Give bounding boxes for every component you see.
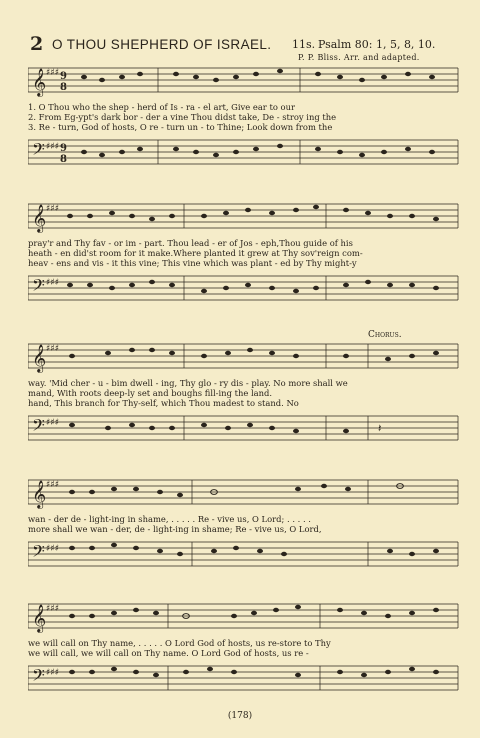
composer-credit: P. P. Bliss. Arr. and adapted. <box>298 53 420 62</box>
bass-staff <box>28 660 460 696</box>
lyric-verse-3: heav - ens and vis - it this vine; This vine which was plant - ed by Thy might-y <box>28 258 357 268</box>
treble-staff <box>28 62 460 98</box>
lyric-response: more shall we wan - der, de - light-ing in shame; Re - vive us, O Lord, <box>28 524 322 534</box>
svg-text:𝄢: 𝄢 <box>32 665 45 689</box>
bass-staff <box>28 134 460 170</box>
svg-text:𝄞: 𝄞 <box>32 480 47 508</box>
lyric-verse-1: pray'r and Thy fav - or im - part. Thou lead - er of Jos - eph,Thou guide of his <box>28 238 353 248</box>
lyric-verse-2: heath - en did'st room for it make.Where planted it grew at Thy sov'reign com- <box>28 248 363 258</box>
treble-staff <box>28 598 460 634</box>
lyric-melody: we will call on Thy name, . . . . . O Lord God of hosts, us re-store to Thy <box>28 638 331 648</box>
lyric-verse-2: 2. From Eg-ypt's dark bor - der a vine Thou didst take, De - stroy ing the <box>28 112 337 122</box>
svg-text:♯♯♯: ♯♯♯ <box>46 418 60 428</box>
svg-text:𝄢: 𝄢 <box>32 415 45 439</box>
svg-text:8: 8 <box>60 82 67 93</box>
lyric-verse-1: way. 'Mid cher - u - bim dwell - ing, Thy glo - ry dis - play. No more shall we <box>28 378 348 388</box>
svg-text:8: 8 <box>60 154 67 165</box>
svg-text:𝄞: 𝄞 <box>32 344 47 372</box>
chorus-label: Chorus. <box>368 330 402 340</box>
svg-text:𝄢: 𝄢 <box>32 541 45 565</box>
hymn-number: 2 <box>30 33 44 55</box>
treble-staff <box>28 338 460 374</box>
lyric-response: we will call, we will call on Thy name. O Lord God of hosts, us re - <box>28 648 309 658</box>
svg-text:9: 9 <box>60 143 67 154</box>
svg-text:𝄞: 𝄞 <box>32 604 47 632</box>
svg-text:♯♯♯: ♯♯♯ <box>46 142 60 152</box>
svg-text:𝄢: 𝄢 <box>32 275 45 299</box>
bass-staff <box>28 536 460 572</box>
svg-text:♯♯♯: ♯♯♯ <box>46 668 60 678</box>
meter-label: 11s. <box>292 38 316 51</box>
hymn-title: O THOU SHEPHERD OF ISRAEL. <box>52 37 272 52</box>
lyric-verse-1: 1. O Thou who the shep - herd of Is - ra - el art, Give ear to our <box>28 102 295 112</box>
svg-text:𝄞: 𝄞 <box>32 204 47 232</box>
svg-text:𝄢: 𝄢 <box>32 139 45 163</box>
bass-staff <box>28 410 460 446</box>
svg-text:♯♯♯: ♯♯♯ <box>46 68 60 78</box>
svg-text:♯♯♯: ♯♯♯ <box>46 480 60 490</box>
lyric-melody: wan - der de - light-ing in shame, . . . . . Re - vive us, O Lord; . . . . . <box>28 514 311 524</box>
lyric-verse-3: hand, This branch for Thy-self, which Thou madest to stand. No <box>28 398 299 408</box>
lyric-verse-3: 3. Re - turn, God of hosts, O re - turn un - to Thine; Look down from the <box>28 122 333 132</box>
svg-text:♯♯♯: ♯♯♯ <box>46 278 60 288</box>
treble-staff <box>28 198 460 234</box>
svg-text:𝄽: 𝄽 <box>378 422 382 435</box>
svg-text:♯♯♯: ♯♯♯ <box>46 204 60 214</box>
svg-text:♯♯♯: ♯♯♯ <box>46 344 60 354</box>
lyric-verse-2: mand, With roots deep-ly set and boughs fill-ing the land. <box>28 388 273 398</box>
svg-text:♯♯♯: ♯♯♯ <box>46 544 60 554</box>
svg-text:9: 9 <box>60 71 67 82</box>
page-number: (178) <box>227 711 253 721</box>
treble-staff <box>28 474 460 510</box>
bass-staff <box>28 270 460 306</box>
svg-text:♯♯♯: ♯♯♯ <box>46 604 60 614</box>
svg-text:𝄞: 𝄞 <box>32 68 47 96</box>
scripture-reference: Psalm 80: 1, 5, 8, 10. <box>318 38 436 51</box>
